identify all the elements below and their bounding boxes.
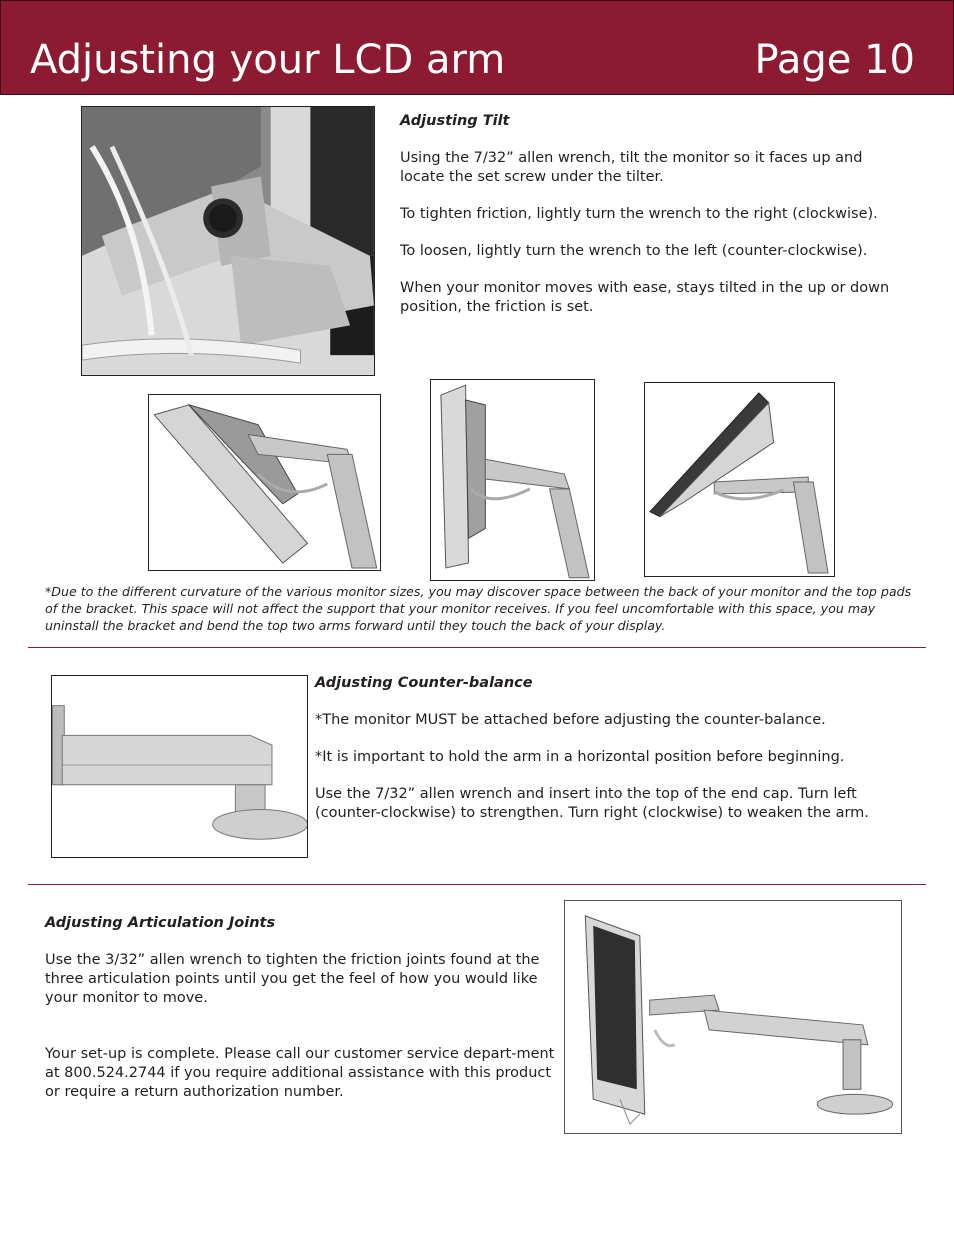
tilt-section-text <box>400 112 900 335</box>
page-title: Adjusting your LCD arm <box>30 37 506 83</box>
tilt-paragraph-3: To loosen, lightly turn the wrench to the left (counter-clockwise). <box>400 243 868 259</box>
articulation-section-text <box>45 914 555 1120</box>
tilt-paragraph-1: Using the 7/32” allen wrench, tilt the monitor so it faces up and locate the set screw under the tilter. <box>400 150 863 185</box>
counterbalance-paragraph-1: *The monitor MUST be attached before adjusting the counter-balance. <box>315 712 826 728</box>
tilt-up-photo <box>644 382 835 577</box>
page-number: Page 10 <box>754 37 915 83</box>
tilter-closeup-photo <box>81 106 375 376</box>
counterbalance-paragraph-3: Use the 7/32” allen wrench and insert into the top of the end cap. Turn left (counter-clockwise) to strengthen. Turn right (clockwise) to weaken the arm. <box>315 786 869 821</box>
counterbalance-section-text <box>315 674 905 841</box>
counterbalance-photo <box>51 675 308 858</box>
tilt-down-photo <box>148 394 381 571</box>
header-bar <box>0 0 954 95</box>
articulation-heading: Adjusting Articulation Joints <box>45 915 276 931</box>
counterbalance-heading: Adjusting Counter-balance <box>315 675 533 691</box>
curvature-note: *Due to the different curvature of the various monitor sizes, you may discover space between the back of your monitor and the top pads of the bracket. This space will not affect the support that your monitor receives. If you feel uncomfortable with this space, you may uninstall the bracket and bend the top two arms forward until they touch the back of your display. <box>45 584 912 633</box>
tilt-paragraph-2: To tighten friction, lightly turn the wrench to the right (clockwise). <box>400 206 878 222</box>
setup-complete-paragraph: Your set-up is complete. Please call our customer service depart-ment at 800.524.2744 if you require additional assistance with this product or require a return authorization number. <box>45 1046 555 1100</box>
articulation-photo <box>564 900 902 1134</box>
tilt-paragraph-4: When your monitor moves with ease, stays tilted in the up or down position, the friction is set. <box>400 280 890 315</box>
tilt-heading: Adjusting Tilt <box>400 113 510 129</box>
counterbalance-paragraph-2: *It is important to hold the arm in a horizontal position before beginning. <box>315 749 845 765</box>
tilt-straight-photo <box>430 379 595 581</box>
section-divider <box>28 647 926 648</box>
section-divider-2 <box>28 884 926 885</box>
articulation-paragraph-1: Use the 3/32” allen wrench to tighten the friction joints found at the three articulation points until you get the feel of how you would like your monitor to move. <box>45 952 540 1006</box>
